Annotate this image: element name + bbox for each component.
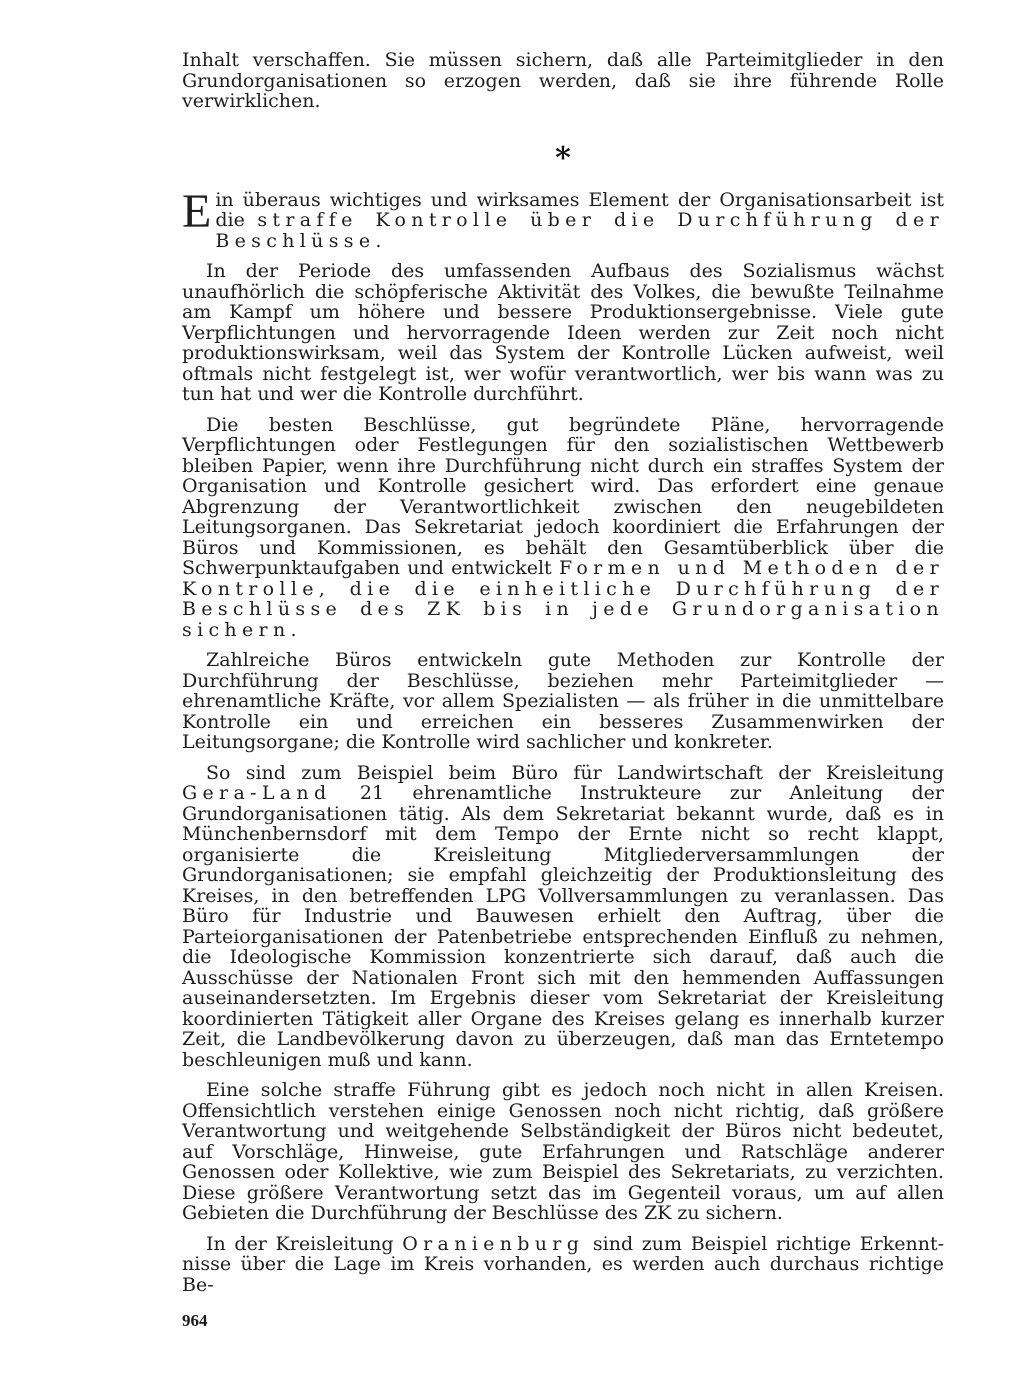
section-lead-paragraph: [182, 184, 944, 252]
paragraph-2-text-before: Die besten Beschlüsse, gut begründete Pläne, hervorragende Verpflichtungen oder Festlegungen für den sozialistischen Wettbewerb bleiben Papier, wenn ihre Durchführung nicht durch ein straffes System der Organisation und Kontrolle gesichert wird. Das erfordert eine genaue Abgrenzung der Verantwortlichkeit zwischen den neugebildeten Leitungsorganen. Das Sekretariat jedoch koordiniert die Erfahrungen der Büros und Kommissionen, es behält den Gesamtüberblick über die Schwerpunktaufgaben und entwickelt: [182, 413, 944, 579]
lead-intro-text: in überaus wichtiges und wirksames Element der Organisationsarbeit ist die: [215, 188, 944, 231]
paragraph-6-emphasis: Oranienburg: [402, 1232, 585, 1255]
paragraph-4: [182, 763, 944, 1071]
paragraph-2: [182, 415, 944, 641]
document-page: [182, 50, 944, 1331]
paragraph-4-text-after: 21 ehrenamtliche Instrukteure zur Anleitung der Grundorganisationen tätig. Als dem Sekretariat bekannt wurde, daß es in Münchenbernsdorf mit dem Tempo der Ernte nicht so recht klappt, organisierte die Kreisleitung Mitgliederversammlungen der Grundorganisationen; sie empfahl gleichzeitig der Produktionsleitung des Kreises, in den betreffenden LPG Vollversammlungen zu veranlassen. Das Büro für Industrie und Bauwesen erhielt den Auftrag, über die Parteiorganisationen der Patenbetriebe entsprechenden Einfluß zu nehmen, die Ideologische Kommission konzentrierte sich darauf, daß auch die Ausschüsse der Nationalen Front sich mit den hemmenden Auffassungen auseinandersetzten. Im Ergebnis dieser vom Sekretariat der Kreisleitung koordinierten Tätigkeit aller Organe des Kreises gelang es innerhalb kurzer Zeit, die Landbevölkerung davon zu überzeugen, daß man das Erntetempo beschleunigen muß und kann.: [182, 782, 944, 1071]
paragraph-6-text-before: In der Kreisleitung: [206, 1232, 394, 1255]
paragraph-2-emphasis: Formen und Methoden der Kontrolle, die die einheitliche Durchführung der Beschlüsse des ZK bis in jede Grundorganisation sichern: [182, 557, 944, 641]
paragraph-3: Zahlreiche Büros entwickeln gute Methoden zur Kontrolle der Durchführung der Beschlüsse, beziehen mehr Parteimitglieder — ehrenamtliche Kräfte, vor allem Spezialisten — als früher in die unmittelbare Kontrolle ein und erreichen ein besseres Zusammenwirken der Leitungsorgane; die Kontrolle wird sachlicher und konkreter.: [182, 649, 944, 753]
drop-initial: E: [182, 184, 212, 238]
page-number: 964: [182, 1311, 208, 1330]
section-separator-asterisk: *: [555, 140, 571, 176]
paragraph-5: Eine solche straffe Führung gibt es jedoch noch nicht in allen Kreisen. Offensichtlich verstehen einige Genossen noch nicht richtig, daß größere Verantwortung und weitgehende Selbständigkeit der Büros nicht bedeutet, auf Vorschläge, Hinweise, gute Erfahrungen und Ratschläge anderer Genossen oder Kollektive, wie zum Beispiel des Sekretariats, zu verzichten. Diese größere Verantwortung setzt das im Gegenteil voraus, um auf allen Gebieten die Durchführung der Beschlüsse des ZK zu sichern.: [182, 1079, 944, 1224]
paragraph-4-emphasis: Gera-Land: [182, 782, 332, 804]
opening-paragraph: Inhalt verschaffen. Sie müssen sichern, daß alle Parteimitglieder in den Grundorganisationen so erzogen werden, daß sie ihre führende Rolle verwirklichen.: [182, 49, 944, 112]
paragraph-6: [182, 1234, 944, 1296]
paragraph-6-text-after: sind zum Beispiel richtige Erkenntnisse über die Lage im Kreis vorhanden, es werden auch durchaus richtige Be-: [182, 1232, 945, 1296]
lead-end-text: .: [375, 229, 382, 252]
lead-emphasis-text: straffe Kontrolle über die Durchführung der Beschlüsse: [215, 209, 944, 252]
paragraph-2-text-after: .: [290, 618, 297, 641]
paragraph-4-text-before: So sind zum Beispiel beim Büro für Landwirtschaft der Kreisleitung: [206, 761, 944, 784]
paragraph-1: In der Periode des umfassenden Aufbaus des Sozialismus wächst unaufhörlich die schöpferische Aktivität des Volkes, die bewußte Teilnahme am Kampf um höhere und bessere Produktionsergebnisse. Viele gute Verpflichtungen und hervorragende Ideen werden zur Zeit noch nicht produktionswirksam, weil das System der Kontrolle Lücken aufweist, weil oftmals nicht festgelegt ist, wer wofür verantwortlich, wer bis wann was zu tun hat und wer die Kontrolle durchführt.: [182, 260, 944, 405]
